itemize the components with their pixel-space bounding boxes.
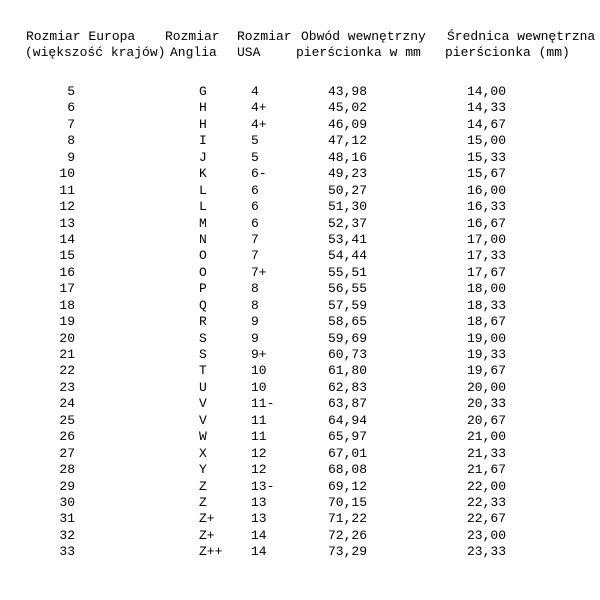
- header-europe-line1: Rozmiar Europa: [26, 29, 136, 44]
- cell-europe-size: 22: [59, 363, 75, 379]
- cell-diameter-mm: 15,00: [467, 133, 507, 149]
- cell-usa-size: 12: [251, 462, 267, 478]
- table-row: [0, 314, 600, 330]
- cell-usa-size: 13: [251, 511, 267, 527]
- cell-circumference-mm: 71,22: [328, 511, 368, 527]
- cell-circumference-mm: 52,37: [328, 215, 368, 231]
- cell-diameter-mm: 18,00: [467, 281, 507, 297]
- cell-diameter-mm: 20,67: [467, 412, 507, 428]
- cell-usa-size: 7: [251, 231, 259, 247]
- cell-circumference-mm: 57,59: [328, 297, 368, 313]
- cell-circumference-mm: 59,69: [328, 330, 368, 346]
- cell-europe-size: 33: [59, 544, 75, 560]
- cell-usa-size: 14: [251, 544, 267, 560]
- cell-england-size: Z: [199, 494, 207, 510]
- cell-europe-size: 17: [59, 281, 75, 297]
- table-row: [0, 117, 600, 133]
- cell-usa-size: 5: [251, 133, 259, 149]
- cell-diameter-mm: 15,33: [467, 149, 507, 165]
- header-usa-line2: USA: [237, 45, 261, 60]
- cell-diameter-mm: 19,67: [467, 363, 507, 379]
- cell-diameter-mm: 21,67: [467, 462, 507, 478]
- table-row: [0, 84, 600, 100]
- table-row: [0, 248, 600, 264]
- cell-circumference-mm: 56,55: [328, 281, 368, 297]
- cell-england-size: Y: [199, 462, 207, 478]
- cell-europe-size: 11: [59, 182, 75, 198]
- cell-circumference-mm: 54,44: [328, 248, 368, 264]
- table-row: [0, 396, 600, 412]
- cell-europe-size: 30: [59, 494, 75, 510]
- cell-circumference-mm: 64,94: [328, 412, 368, 428]
- table-row: [0, 347, 600, 363]
- cell-circumference-mm: 45,02: [328, 100, 368, 116]
- cell-circumference-mm: 47,12: [328, 133, 368, 149]
- cell-europe-size: 29: [59, 478, 75, 494]
- header-diameter-line1: Średnica wewnętrzna: [447, 29, 596, 44]
- table-row: [0, 183, 600, 199]
- cell-diameter-mm: 20,33: [467, 396, 507, 412]
- cell-england-size: O: [199, 248, 207, 264]
- cell-europe-size: 21: [59, 347, 75, 362]
- cell-circumference-mm: 55,51: [328, 264, 368, 280]
- cell-circumference-mm: 60,73: [328, 347, 368, 362]
- header-england-line2: Anglia: [170, 45, 217, 60]
- cell-diameter-mm: 17,67: [467, 264, 507, 280]
- cell-europe-size: 26: [59, 429, 75, 445]
- cell-england-size: V: [199, 396, 207, 412]
- cell-diameter-mm: 20,00: [467, 379, 507, 395]
- header-circumference-line2: pierścionka w mm: [296, 45, 421, 60]
- cell-england-size: J: [199, 149, 207, 165]
- cell-england-size: H: [199, 100, 207, 116]
- table-row: [0, 511, 600, 527]
- cell-europe-size: 9: [67, 149, 75, 165]
- table-row: [0, 199, 600, 215]
- cell-circumference-mm: 62,83: [328, 379, 368, 395]
- cell-england-size: I: [199, 133, 207, 149]
- cell-europe-size: 7: [67, 116, 75, 132]
- cell-england-size: S: [199, 347, 207, 362]
- table-row: [0, 429, 600, 445]
- cell-diameter-mm: 21,33: [467, 445, 507, 461]
- cell-europe-size: 25: [59, 412, 75, 428]
- table-row: [0, 363, 600, 379]
- cell-england-size: Z: [199, 478, 207, 494]
- cell-europe-size: 16: [59, 264, 75, 280]
- cell-europe-size: 14: [59, 231, 75, 247]
- cell-usa-size: 7+: [251, 264, 267, 280]
- cell-england-size: R: [199, 314, 207, 330]
- cell-europe-size: 32: [59, 527, 75, 543]
- cell-england-size: Q: [199, 297, 207, 313]
- cell-diameter-mm: 18,33: [467, 297, 507, 313]
- cell-europe-size: 31: [59, 511, 75, 527]
- cell-europe-size: 20: [59, 330, 75, 346]
- cell-diameter-mm: 15,67: [467, 166, 507, 182]
- cell-england-size: X: [199, 445, 207, 461]
- cell-europe-size: 19: [59, 314, 75, 330]
- header-circumference-line1: Obwód wewnętrzny: [301, 29, 426, 44]
- cell-england-size: P: [199, 281, 207, 297]
- cell-diameter-mm: 19,33: [467, 347, 507, 362]
- cell-diameter-mm: 19,00: [467, 330, 507, 346]
- cell-usa-size: 9+: [251, 347, 267, 362]
- cell-circumference-mm: 53,41: [328, 231, 368, 247]
- cell-usa-size: 6: [251, 182, 259, 198]
- cell-usa-size: 13: [251, 494, 267, 510]
- cell-england-size: G: [199, 84, 207, 99]
- cell-europe-size: 24: [59, 396, 75, 412]
- cell-circumference-mm: 65,97: [328, 429, 368, 445]
- cell-circumference-mm: 67,01: [328, 445, 368, 461]
- cell-diameter-mm: 14,67: [467, 116, 507, 132]
- table-row: [0, 298, 600, 314]
- cell-usa-size: 6: [251, 215, 259, 231]
- cell-diameter-mm: 22,00: [467, 478, 507, 494]
- cell-england-size: M: [199, 215, 207, 231]
- table-row: [0, 413, 600, 429]
- cell-circumference-mm: 58,65: [328, 314, 368, 330]
- cell-england-size: T: [199, 363, 207, 379]
- table-row: [0, 446, 600, 462]
- cell-england-size: S: [199, 330, 207, 346]
- cell-england-size: N: [199, 231, 207, 247]
- table-row: [0, 528, 600, 544]
- cell-diameter-mm: 16,33: [467, 199, 507, 215]
- header-usa-line1: Rozmiar: [237, 29, 292, 44]
- cell-england-size: V: [199, 412, 207, 428]
- cell-circumference-mm: 51,30: [328, 199, 368, 215]
- table-row: [0, 232, 600, 248]
- table-row: [0, 331, 600, 347]
- cell-england-size: Z++: [199, 544, 223, 560]
- cell-england-size: H: [199, 116, 207, 132]
- cell-europe-size: 10: [59, 166, 75, 182]
- cell-england-size: L: [199, 182, 207, 198]
- cell-circumference-mm: 68,08: [328, 462, 368, 478]
- cell-europe-size: 8: [67, 133, 75, 149]
- cell-diameter-mm: 16,67: [467, 215, 507, 231]
- cell-usa-size: 13-: [251, 478, 275, 494]
- cell-europe-size: 6: [67, 100, 75, 116]
- table-row: [0, 216, 600, 232]
- cell-usa-size: 9: [251, 330, 259, 346]
- cell-circumference-mm: 48,16: [328, 149, 368, 165]
- table-row: [0, 544, 600, 560]
- cell-usa-size: 10: [251, 379, 267, 395]
- cell-england-size: O: [199, 264, 207, 280]
- cell-europe-size: 27: [59, 445, 75, 461]
- cell-england-size: K: [199, 166, 207, 182]
- cell-europe-size: 13: [59, 215, 75, 231]
- cell-diameter-mm: 23,00: [467, 527, 507, 543]
- cell-europe-size: 18: [59, 297, 75, 313]
- cell-circumference-mm: 69,12: [328, 478, 368, 494]
- header-england-line1: Rozmiar: [165, 29, 220, 44]
- cell-europe-size: 28: [59, 462, 75, 478]
- cell-circumference-mm: 49,23: [328, 166, 368, 182]
- cell-diameter-mm: 21,00: [467, 429, 507, 445]
- cell-europe-size: 5: [67, 84, 75, 99]
- cell-usa-size: 11-: [251, 396, 275, 412]
- cell-circumference-mm: 73,29: [328, 544, 368, 560]
- table-row: [0, 133, 600, 149]
- cell-usa-size: 6: [251, 199, 259, 215]
- cell-diameter-mm: 23,33: [467, 544, 507, 560]
- cell-usa-size: 11: [251, 412, 267, 428]
- cell-diameter-mm: 14,00: [467, 84, 507, 99]
- cell-diameter-mm: 17,33: [467, 248, 507, 264]
- cell-england-size: U: [199, 379, 207, 395]
- table-row: [0, 265, 600, 281]
- table-row: [0, 479, 600, 495]
- cell-usa-size: 8: [251, 297, 259, 313]
- cell-usa-size: 8: [251, 281, 259, 297]
- cell-circumference-mm: 70,15: [328, 494, 368, 510]
- table-row: [0, 281, 600, 297]
- cell-diameter-mm: 22,67: [467, 511, 507, 527]
- table-row: [0, 462, 600, 478]
- cell-usa-size: 5: [251, 149, 259, 165]
- cell-circumference-mm: 43,98: [328, 84, 368, 99]
- cell-europe-size: 23: [59, 379, 75, 395]
- cell-usa-size: 12: [251, 445, 267, 461]
- table-row: [0, 100, 600, 116]
- cell-diameter-mm: 18,67: [467, 314, 507, 330]
- cell-diameter-mm: 17,00: [467, 231, 507, 247]
- table-row: [0, 495, 600, 511]
- table-body: [0, 84, 600, 561]
- cell-europe-size: 12: [59, 199, 75, 215]
- cell-circumference-mm: 50,27: [328, 182, 368, 198]
- cell-circumference-mm: 46,09: [328, 116, 368, 132]
- cell-england-size: L: [199, 199, 207, 215]
- cell-circumference-mm: 61,80: [328, 363, 368, 379]
- cell-circumference-mm: 72,26: [328, 527, 368, 543]
- cell-diameter-mm: 22,33: [467, 494, 507, 510]
- header-europe-line2: (większość krajów): [25, 45, 166, 60]
- header-diameter-line2: pierścionka (mm): [445, 45, 570, 60]
- cell-circumference-mm: 63,87: [328, 396, 368, 412]
- table-row: [0, 150, 600, 166]
- cell-usa-size: 10: [251, 363, 267, 379]
- table-row: [0, 166, 600, 182]
- cell-usa-size: 11: [251, 429, 267, 445]
- cell-usa-size: 9: [251, 314, 259, 330]
- cell-england-size: Z+: [199, 527, 215, 543]
- cell-usa-size: 4+: [251, 100, 267, 116]
- cell-england-size: W: [199, 429, 207, 445]
- cell-diameter-mm: 16,00: [467, 182, 507, 198]
- table-row: [0, 380, 600, 396]
- cell-england-size: Z+: [199, 511, 215, 527]
- cell-usa-size: 4: [251, 84, 259, 99]
- cell-usa-size: 6-: [251, 166, 267, 182]
- cell-diameter-mm: 14,33: [467, 100, 507, 116]
- cell-europe-size: 15: [59, 248, 75, 264]
- cell-usa-size: 14: [251, 527, 267, 543]
- cell-usa-size: 4+: [251, 116, 267, 132]
- cell-usa-size: 7: [251, 248, 259, 264]
